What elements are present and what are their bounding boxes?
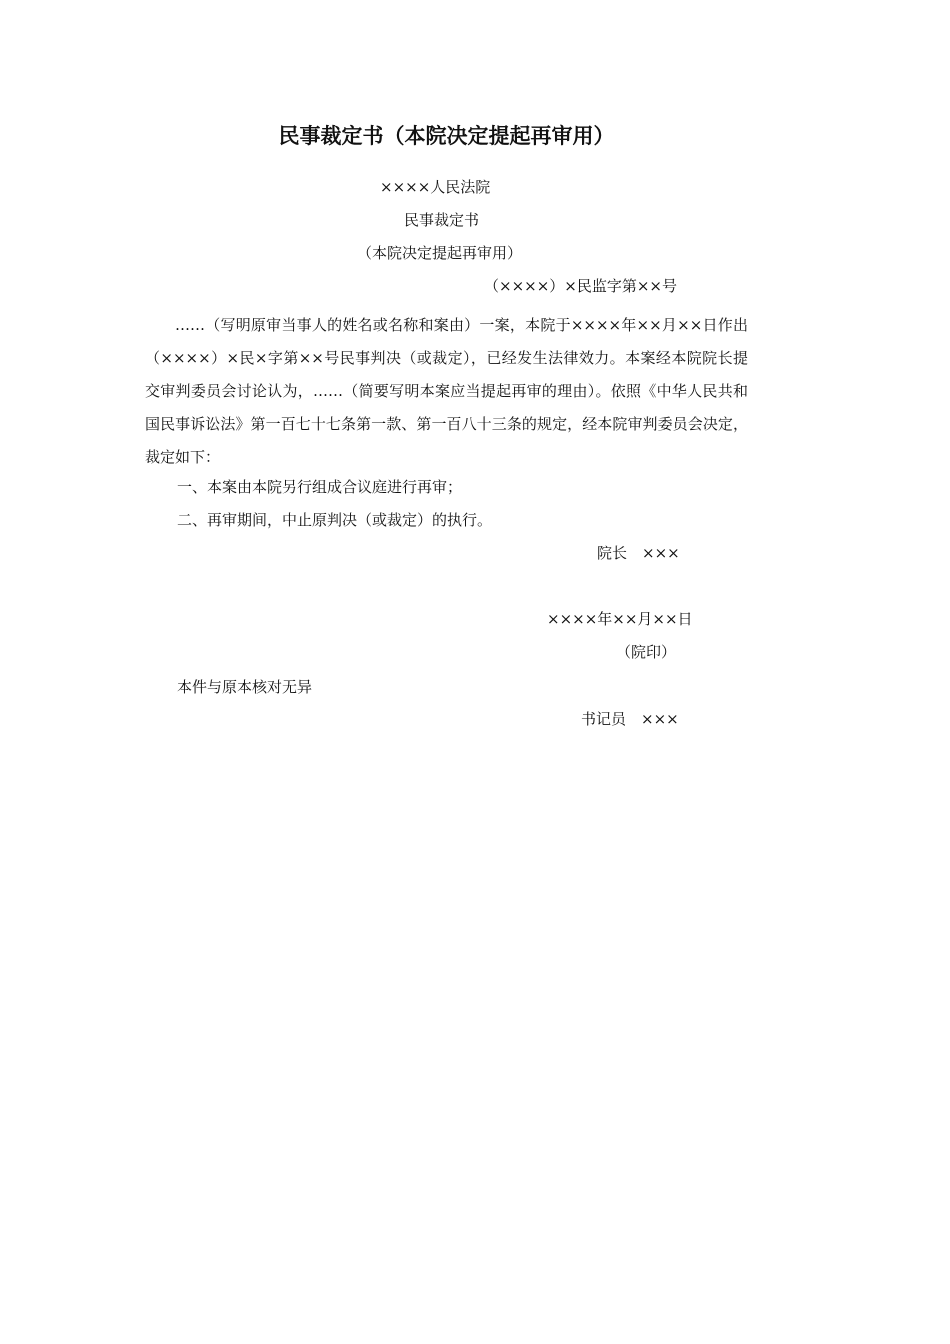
court-seal: （院印） [616,643,677,661]
ruling-item-1: 一、本案由本院另行组成合议庭进行再审； [177,478,463,496]
court-name: ××××人民法院 [380,178,491,196]
ruling-item-2: 二、再审期间，中止原判决（或裁定）的执行。 [177,511,493,529]
president-signature: 院长 ××× [597,544,680,562]
clerk-signature: 书记员 ××× [581,710,679,728]
document-type: 民事裁定书 [404,211,480,229]
case-number: （××××）×民监字第××号 [484,277,677,295]
body-paragraph: ……（写明原审当事人的姓名或名称和案由）一案，本院于××××年××月××日作出（××××）×民×字第××号民事判决（或裁定），已经发生法律效力。本案经本院院长提交审判委员会讨论认为，……（简要写明本案应当提起再审的理由）。依照《中华人民共和国民事诉讼法》第一百七十七条第一款、第一百八十三条的规定，经本院审判委员会决定，裁定如下： [145,316,748,466]
verification-note: 本件与原本核对无异 [177,678,313,696]
document-title: 民事裁定书（本院决定提起再审用） [278,123,615,148]
document-date: ××××年××月××日 [547,610,693,628]
document-subtype: （本院决定提起再审用） [357,244,523,262]
